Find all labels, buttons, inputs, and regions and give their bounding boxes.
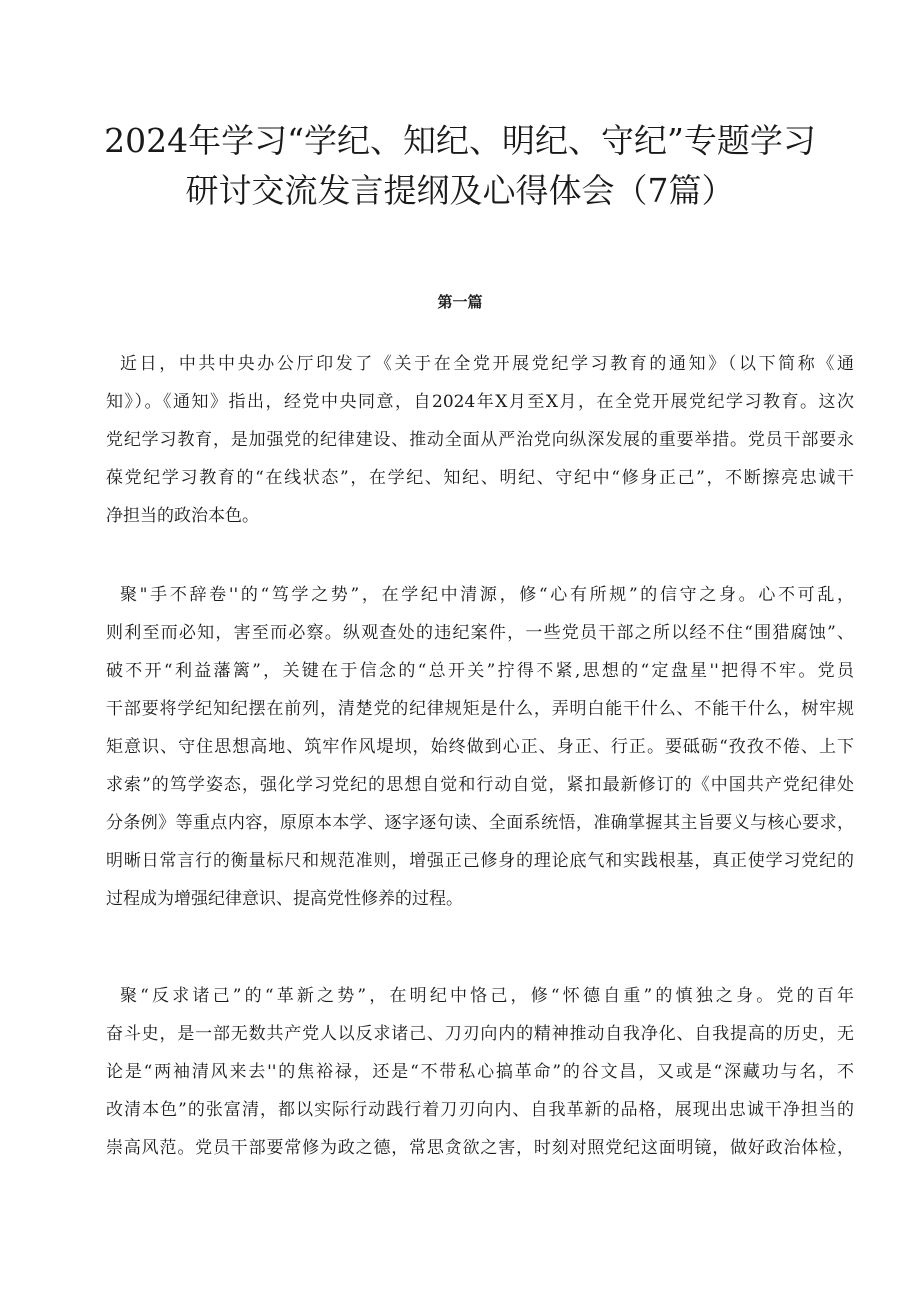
paragraph-line: 聚“反求诸己”的“革新之势”，在明纪中恪己，修“怀德自重”的慎独之身。党的百年	[120, 986, 854, 1006]
paragraph-1	[106, 345, 854, 535]
paragraph-2	[106, 576, 854, 918]
paragraph-line: 过程成为增强纪律意识、提高党性修养的过程。	[106, 889, 463, 909]
document-title-line-1: 2024年学习“学纪、知纪、明纪、守纪”专题学习	[104, 121, 816, 160]
paragraph-line: 破不开“利益藩篱”，关键在于信念的“总开关”拧得不紧,思想的“定盘星''把得不牢。党员	[106, 661, 854, 681]
paragraph-line: 干部要将学纪知纪摆在前列，清楚党的纪律规矩是什么，弄明白能干什么、不能干什么，树牢规	[106, 699, 854, 719]
paragraph-line: 论是“两袖清风来去''的焦裕禄，还是“不带私心搞革命”的谷文昌，又或是“深藏功与名，不	[106, 1062, 854, 1082]
paragraph-line: 聚"手不辞卷''的“笃学之势”，在学纪中清源，修“心有所规”的信守之身。心不可乱，	[120, 585, 854, 605]
paragraph-3	[106, 977, 854, 1167]
paragraph-line: 求索”的笃学姿态，强化学习党纪的思想自觉和行动自觉，紧扣最新修订的《中国共产党纪律处	[106, 775, 854, 795]
paragraph-line: 近日，中共中央办公厅印发了《关于在全党开展党纪学习教育的通知》（以下简称《通	[120, 354, 854, 374]
paragraph-line: 崇高风范。党员干部要常修为政之德，常思贪欲之害，时刻对照党纪这面明镜，做好政治体检，	[106, 1138, 854, 1158]
paragraph-line: 葆党纪学习教育的“在线状态”，在学纪、知纪、明纪、守纪中“修身正己”，不断擦亮忠诚干	[106, 468, 854, 488]
paragraph-line: 改清本色”的张富清，都以实际行动践行着刀刃向内、自我革新的品格，展现出忠诚干净担当的	[106, 1100, 854, 1120]
paragraph-line: 奋斗史，是一部无数共产党人以反求诸己、刀刃向内的精神推动自我净化、自我提高的历史，无	[106, 1024, 854, 1044]
paragraph-line: 则利至而必知，害至而必察。纵观查处的违纪案件，一些党员干部之所以经不住“围猎腐蚀”、	[106, 623, 854, 643]
paragraph-line: 党纪学习教育，是加强党的纪律建设、推动全面从严治党向纵深发展的重要举措。党员干部要永	[106, 430, 854, 450]
paragraph-line: 净担当的政治本色。	[106, 506, 259, 526]
document-title-line-2: 研讨交流发言提纲及心得体会（7篇）	[185, 171, 735, 210]
paragraph-line: 矩意识、守住思想高地、筑牢作风堤坝，始终做到心正、身正、行正。要砥砺“孜孜不倦、上下	[106, 737, 854, 757]
paragraph-line: 分条例》等重点内容，原原本本学、逐字逐句读、全面系统悟，准确掌握其主旨要义与核心要求，	[106, 813, 854, 833]
paragraph-line: 知》）。《通知》指出，经党中央同意，自2024年X月至X月，在全党开展党纪学习教育。这次	[106, 392, 854, 412]
section-heading: 第一篇	[437, 293, 483, 311]
paragraph-line: 明晰日常言行的衡量标尺和规范准则，增强正己修身的理论底气和实践根基，真正使学习党纪的	[106, 851, 854, 871]
